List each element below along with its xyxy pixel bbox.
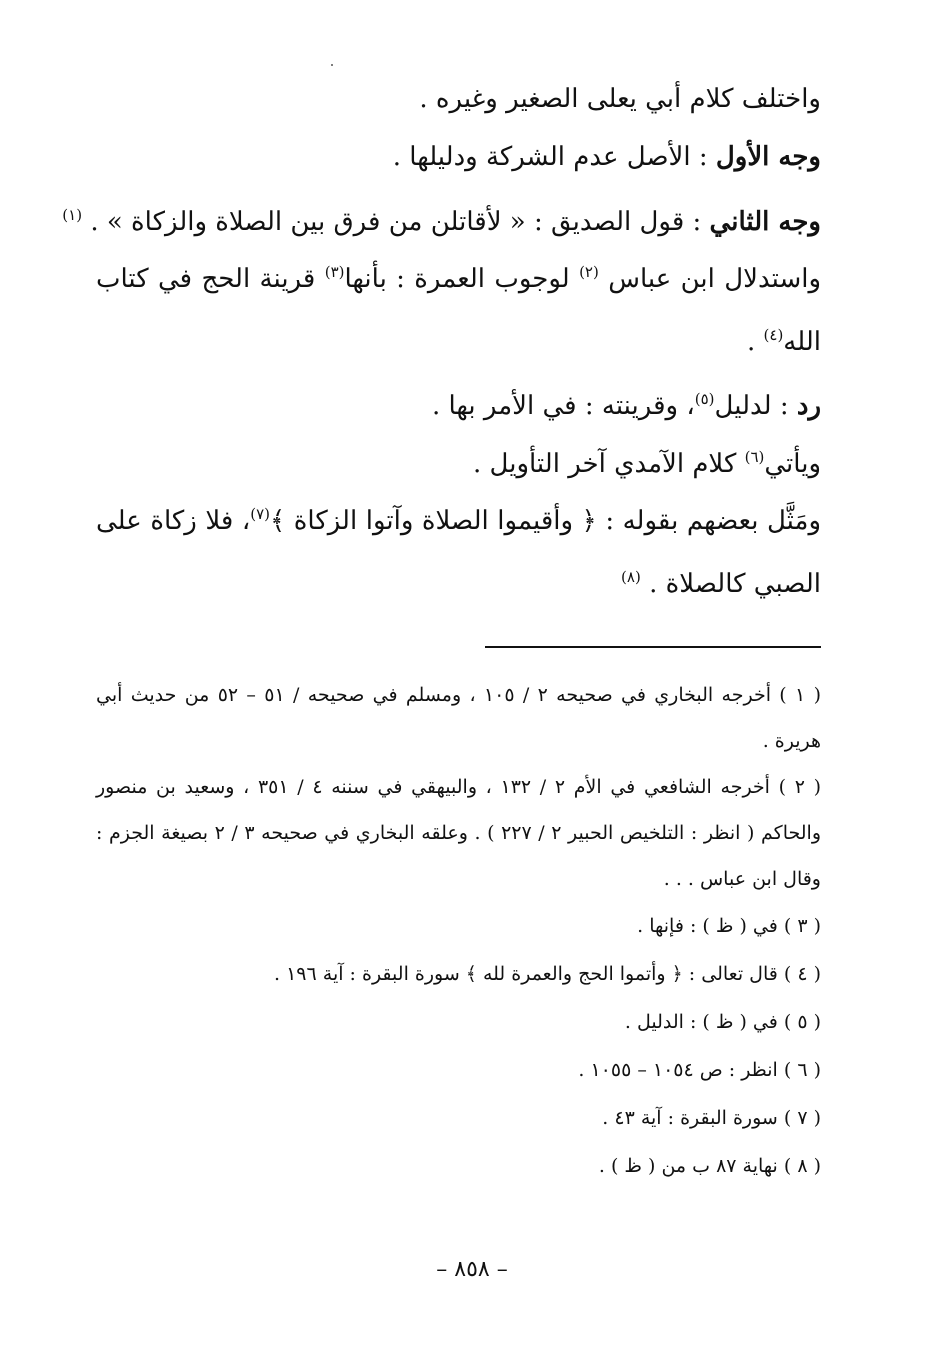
paragraph-4-part-4: .	[746, 327, 756, 357]
footnote-ref-8: (٨)	[621, 568, 641, 586]
footnote-ref-4: (٤)	[763, 326, 784, 344]
main-text	[62, 70, 822, 612]
paragraph-2-lead: وجه الأول	[715, 142, 821, 172]
paragraph-3-lead: وجه الثاني	[709, 207, 821, 237]
paragraph-5-part-1: : لدليل	[714, 391, 789, 421]
footnote-8: ( ٨ ) نهاية ٨٧ ب من ( ظ ) .	[598, 1155, 821, 1177]
footnote-5: ( ٥ ) في ( ظ ) : الدليل .	[624, 1011, 821, 1033]
footnote-ref-7: (٧)	[250, 505, 270, 523]
paragraph-5	[96, 370, 821, 428]
paragraph-2-text: : الأصل عدم الشركة ودليلها .	[392, 142, 708, 172]
paragraph-1-text: واختلف كلام أبي يعلى الصغير وغيره .	[419, 84, 821, 114]
paragraph-1	[96, 70, 821, 128]
paragraph-6-part-2: كلام الآمدي آخر التأويل .	[473, 449, 737, 479]
paragraph-2	[96, 128, 821, 186]
footnote-1: ( ١ ) أخرجه البخاري في صحيحه ٢ / ١٠٥ ، ومسلم في صحيحه / ٥١ – ٥٢ من حديث أبي هريرة .	[96, 684, 822, 752]
footnote-ref-3: (٣)	[324, 263, 345, 281]
footnote-ref-1: (١)	[62, 206, 83, 224]
footnote-4: ( ٤ ) قال تعالى : ﴿ وأتموا الحج والعمرة لله ﴾ سورة البقرة : آية ١٩٦ .	[274, 963, 821, 985]
paragraph-3-text: : قول الصديق : « لأقاتلن من فرق بين الصلاة والزكاة » .	[90, 207, 702, 237]
paragraph-6-part-1: ويأتي	[764, 449, 821, 479]
paragraph-6	[96, 428, 821, 486]
footnote-divider	[485, 646, 821, 648]
paragraph-4-part-1: واستدلال ابن عباس	[608, 264, 822, 294]
footnote-3: ( ٣ ) في ( ظ ) : فإنها .	[637, 915, 821, 937]
paragraph-7-part-2: ، فلا زكاة على الصبي كالصلاة .	[96, 506, 821, 599]
page-number: – ٨٥٨ –	[436, 1257, 508, 1282]
footnote-2: ( ٢ ) أخرجه الشافعي في الأم ٢ / ١٣٢ ، والبيهقي في سننه ٤ / ٣٥١ ، وسعيد بن منصور والحاكم ( انظر : التلخيص الحبير ٢ / ٢٢٧ ) . وعلقه البخاري في صحيحه ٣ / ٢ بصيغة الجزم : وقال ابن عباس . . .	[96, 776, 822, 890]
paragraph-4	[96, 244, 821, 370]
paragraph-3	[62, 186, 821, 244]
footnotes	[96, 672, 821, 1190]
paragraph-7	[96, 486, 821, 612]
paragraph-4-part-2: لوجوب العمرة : بأنها	[344, 264, 570, 294]
paragraph-4-part-3: قرينة الحج في كتاب الله	[96, 264, 821, 357]
footnote-7: ( ٧ ) سورة البقرة : آية ٤٣ .	[602, 1107, 821, 1129]
scan-speck	[331, 64, 333, 66]
paragraph-5-lead: رد	[796, 391, 821, 421]
footnote-ref-6: (٦)	[744, 448, 765, 466]
footnote-ref-5: (٥)	[694, 390, 715, 408]
paragraph-5-part-2: ، وقرينته : في الأمر بها .	[431, 391, 695, 421]
footnote-ref-2: (٢)	[579, 263, 599, 281]
paragraph-7-part-1: ومَثَّل بعضهم بقوله : ﴿ وأقيموا الصلاة وآتوا الزكاة ﴾	[270, 506, 822, 536]
footnote-6: ( ٦ ) انظر : ص ١٠٥٤ – ١٠٥٥ .	[578, 1059, 821, 1081]
